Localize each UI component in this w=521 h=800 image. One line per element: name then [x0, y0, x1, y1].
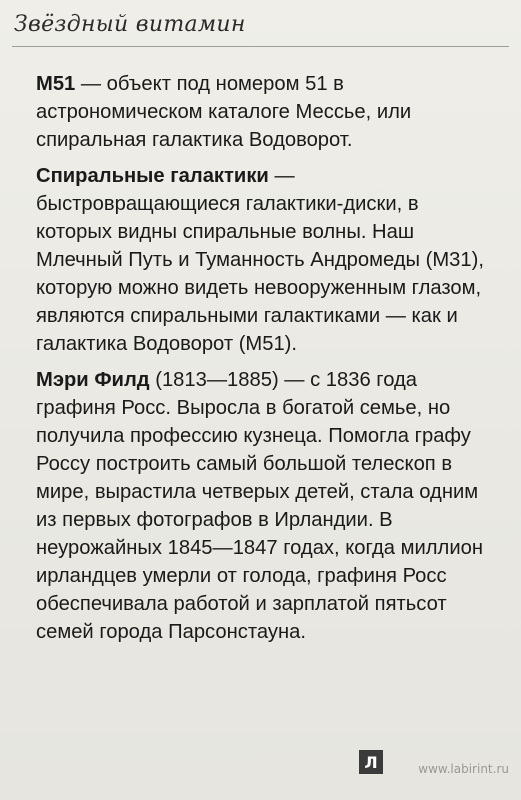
glossary-definition: — быстровращающиеся галактики-диски, в которых видны спиральные волны. Наш Млечный Путь и Туманность Андромеды (М31), которую можно видеть невооруженным глазом, являются спиральными галактиками — как и галактика Водоворот (М51).	[36, 165, 484, 355]
glossary-entry-spiral-galaxies	[36, 162, 497, 358]
glossary-term: М51	[36, 73, 76, 95]
glossary-definition: — объект под номером 51 в астрономическом каталоге Мессье, или спиральная галактика Водоворот.	[36, 73, 412, 151]
glossary-term: Мэри Филд	[36, 369, 150, 391]
glossary-entry-mary-field	[36, 366, 497, 646]
source-watermark: www.labirint.ru	[418, 762, 509, 776]
glossary-text	[36, 70, 497, 654]
glossary-term: Спиральные галактики	[36, 165, 269, 187]
glossary-definition: (1813—1885) — с 1836 года графиня Росс. Выросла в богатой семье, но получила профессию кузнеца. Помогла графу Россу построить самый большой телескоп в мире, вырастила четверых детей, стала одним из первых фотографов в Ирландии. В неурожайных 1845—1847 годах, когда миллион ирландцев умерли от голода, графиня Росс обеспечивала работой и зарплатой пятьсот семей города Парсонстауна.	[36, 369, 483, 643]
running-header-title: Звёздный витамин	[14, 12, 246, 37]
header-divider	[12, 46, 509, 47]
publisher-logo-icon: Л	[359, 750, 383, 774]
glossary-entry-m51	[36, 70, 497, 154]
